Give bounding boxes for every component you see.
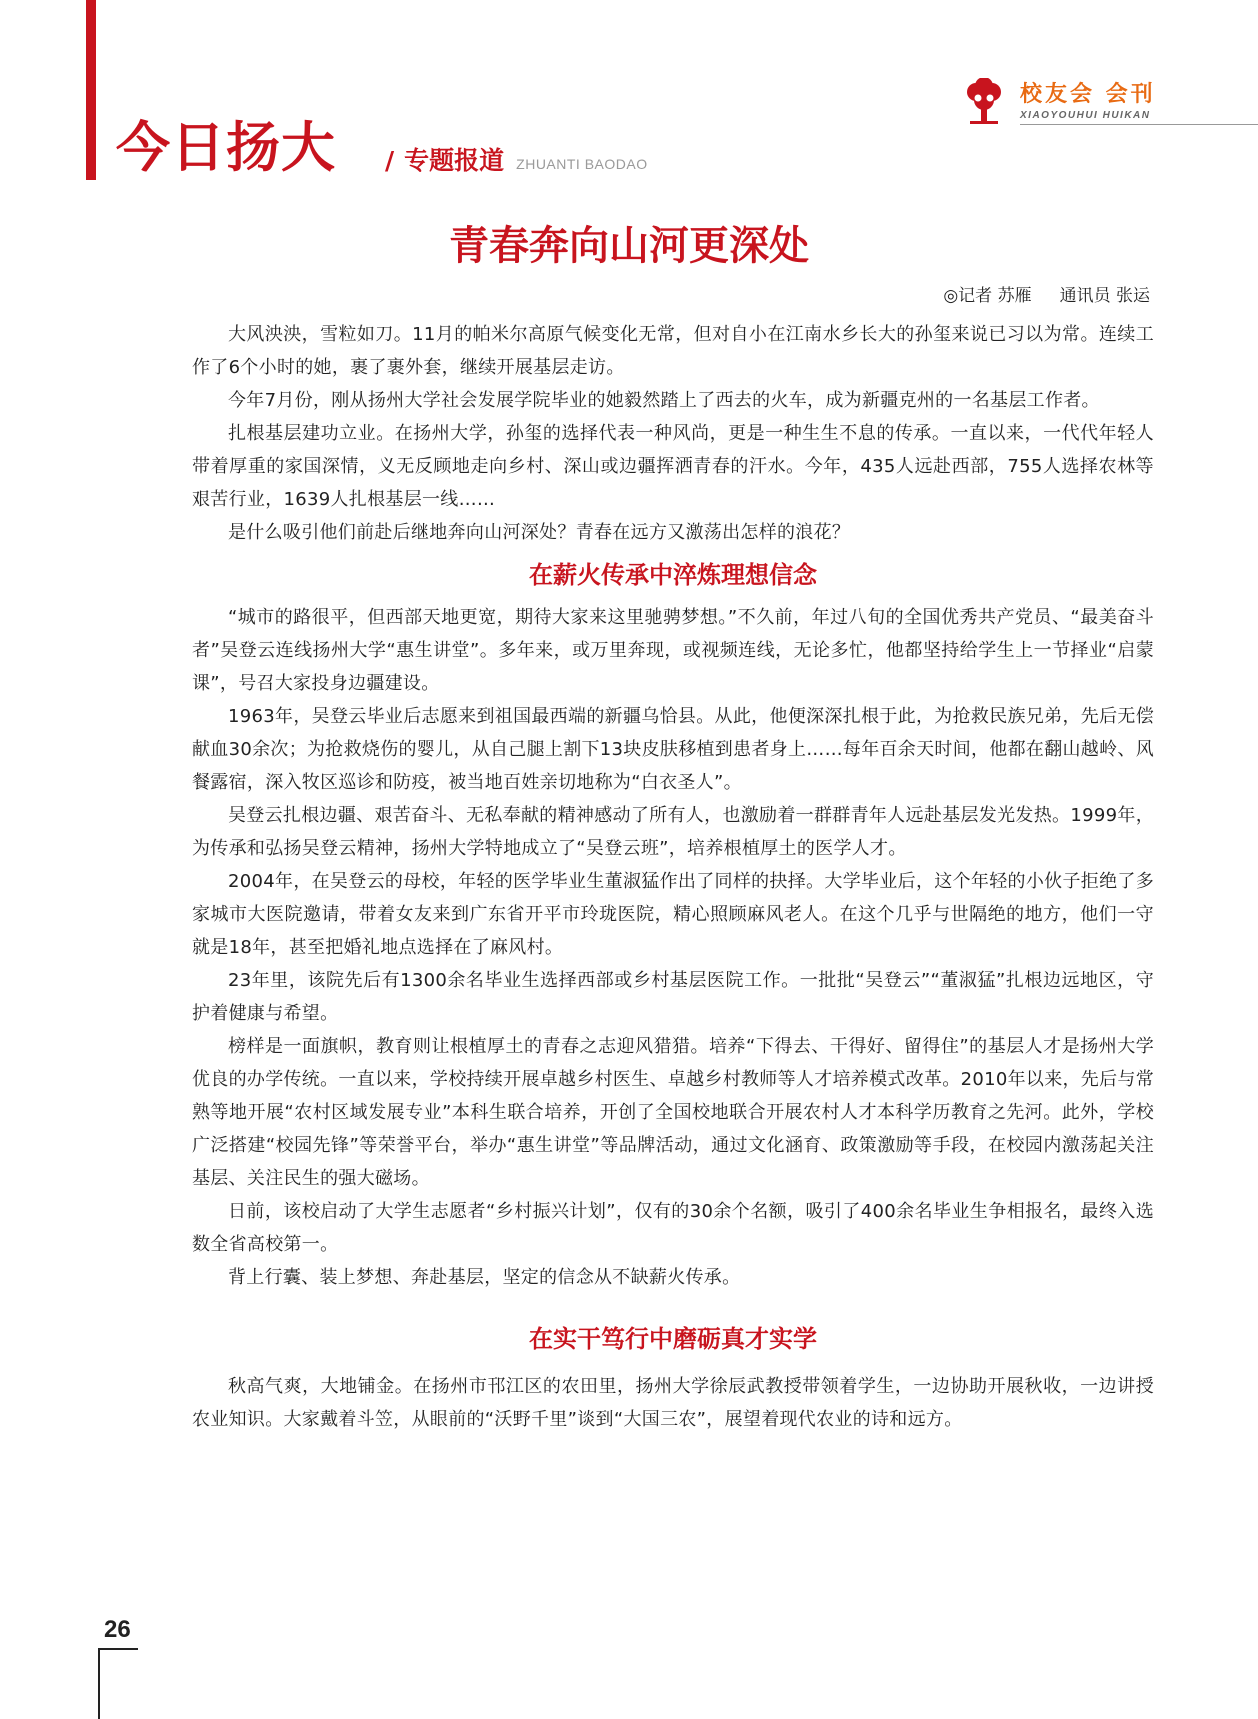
paragraph: 背上行囊、装上梦想、奔赴基层，坚定的信念从不缺薪火传承。 (228, 1267, 741, 1288)
magazine-column-title: 今日扬大 (116, 116, 336, 179)
paragraph: 吴登云扎根边疆、艰苦奋斗、无私奉献的精神感动了所有人，也激励着一群群青年人远赴基层发光发热。1999年，为传承和弘扬吴登云精神，扬州大学特地成立了“吴登云班”，培养根植厚土的医学人才。 (192, 805, 1154, 859)
correspondent-label: 通讯员 (1059, 286, 1111, 306)
paragraph: 今年7月份，刚从扬州大学社会发展学院毕业的她毅然踏上了西去的火车，成为新疆克州的一名基层工作者。 (228, 390, 1100, 411)
paragraph: 是什么吸引他们前赴后继地奔向山河深处？青春在远方又激荡出怎样的浪花？ (228, 522, 851, 543)
paragraph: 秋高气爽，大地铺金。在扬州市邗江区的农田里，扬州大学徐辰武教授带领着学生，一边协助开展秋收，一边讲授农业知识。大家戴着斗笠，从眼前的“沃野千里”谈到“大国三农”，展望着现代农业的诗和远方。 (192, 1376, 1154, 1430)
article-title: 青春奔向山河更深处 (449, 222, 809, 269)
reporter-name: 苏雁 (997, 286, 1032, 306)
paragraph: 日前，该校启动了大学生志愿者“乡村振兴计划”，仅有的30余个名额，吸引了400余名毕业生争相报名，最终入选数全省高校第一。 (192, 1201, 1154, 1255)
section-heading: 在实干笃行中磨砺真才实学 (529, 1324, 817, 1353)
section-label (385, 146, 648, 179)
paragraph: 大风泱泱，雪粒如刀。11月的帕米尔高原气候变化无常，但对自小在江南水乡长大的孙玺来说已习以为常。连续工作了6个小时的她，裹了裹外套，继续开展基层走访。 (192, 324, 1154, 378)
footer-line (98, 1648, 138, 1650)
section-name: 专题报道 (404, 146, 505, 175)
paragraph: 23年里，该院先后有1300余名毕业生选择西部或乡村基层医院工作。一批批“吴登云”“董淑猛”扎根边远地区，守护着健康与希望。 (192, 970, 1154, 1024)
article-byline (943, 284, 1150, 308)
correspondent-name: 张运 (1116, 286, 1150, 306)
footer-line (98, 1648, 100, 1719)
page-number: 26 (104, 1616, 131, 1643)
paragraph: 2004年，在吴登云的母校，年轻的医学毕业生董淑猛作出了同样的抉择。大学毕业后，这个年轻的小伙子拒绝了多家城市大医院邀请，带着女友来到广东省开平市玲珑医院，精心照顾麻风老人。在这个几乎与世隔绝的地方，他们一守就是18年，甚至把婚礼地点选择在了麻风村。 (192, 871, 1154, 958)
paragraph: 扎根基层建功立业。在扬州大学，孙玺的选择代表一种风尚，更是一种生生不息的传承。一直以来，一代代年轻人带着厚重的家国深情，义无反顾地走向乡村、深山或边疆挥洒青春的汗水。今年，435人远赴西部，755人选择农林等艰苦行业，1639人扎根基层一线…… (192, 423, 1154, 510)
section-pinyin: ZHUANTI BAODAO (516, 156, 648, 172)
article-body (192, 318, 1154, 1436)
logo-name: 校友会 会刊 (1020, 82, 1156, 107)
logo-pinyin: XIAOYOUHUI HUIKAN (1020, 110, 1151, 121)
alumni-journal-logo (960, 78, 1258, 128)
paragraph: “城市的路很平，但西部天地更宽，期待大家来这里驰骋梦想。”不久前，年过八旬的全国优秀共产党员、“最美奋斗者”吴登云连线扬州大学“惠生讲堂”。多年来，或万里奔现，或视频连线，无论多忙，他都坚持给学生上一节择业“启蒙课”，号召大家投身边疆建设。 (192, 607, 1154, 694)
reporter-label: ◎记者 (943, 286, 993, 306)
header-accent-bar (86, 0, 96, 180)
section-heading: 在薪火传承中淬炼理想信念 (529, 560, 817, 589)
paragraph: 1963年，吴登云毕业后志愿来到祖国最西端的新疆乌恰县。从此，他便深深扎根于此，为抢救民族兄弟，先后无偿献血30余次；为抢救烧伤的婴儿，从自己腿上割下13块皮肤移植到患者身上……每年百余天时间，他都在翻山越岭、风餐露宿，深入牧区巡诊和防疫，被当地百姓亲切地称为“白衣圣人”。 (192, 706, 1155, 793)
tree-emblem-icon (960, 78, 1008, 126)
logo-divider (1020, 124, 1258, 125)
paragraph: 榜样是一面旗帜，教育则让根植厚土的青春之志迎风猎猎。培养“下得去、干得好、留得住”的基层人才是扬州大学优良的办学传统。一直以来，学校持续开展卓越乡村医生、卓越乡村教师等人才培养模式改革。2010年以来，先后与常熟等地开展“农村区域发展专业”本科生联合培养，开创了全国校地联合开展农村人才本科学历教育之先河。此外，学校广泛搭建“校园先锋”等荣誉平台，举办“惠生讲堂”等品牌活动，通过文化涵育、政策激励等手段，在校园内激荡起关注基层、关注民生的强大磁场。 (192, 1036, 1155, 1189)
section-slash: / (385, 146, 395, 175)
